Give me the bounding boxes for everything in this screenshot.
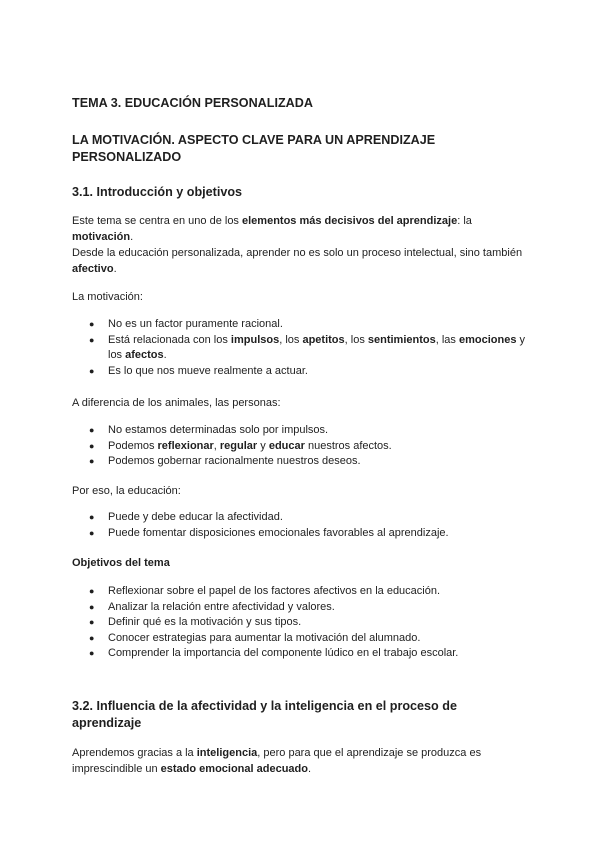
intro-paragraph	[72, 213, 542, 277]
bullet-icon: ●	[89, 512, 95, 522]
list-item: ● No es un factor puramente racional.	[72, 317, 542, 333]
bullet-icon: ●	[89, 617, 95, 628]
education-label: Por eso, la educación:	[72, 485, 181, 497]
list-item: ● Analizar la relación entre afectividad y valores.	[72, 600, 542, 616]
bullet-icon: ●	[89, 334, 95, 345]
bullet-icon: ●	[89, 586, 95, 596]
bullet-icon: ●	[89, 601, 95, 612]
motivation-label: La motivación:	[72, 291, 143, 303]
section-3-2-heading-line-1: 3.2. Influencia de la afectividad y la inteligencia en el proceso de	[72, 699, 457, 713]
document-title: TEMA 3. EDUCACIÓN PERSONALIZADA	[72, 96, 313, 110]
objectives-list	[72, 584, 542, 662]
subtitle-line-1: LA MOTIVACIÓN. ASPECTO CLAVE PARA UN APRENDIZAJE	[72, 133, 436, 147]
education-list	[72, 510, 542, 541]
bullet-icon: ●	[89, 456, 95, 467]
list-item: ● Podemos reflexionar, regular y educar nuestros afectos.	[72, 439, 542, 455]
bullet-icon: ●	[89, 365, 95, 376]
list-item: ● Reflexionar sobre el papel de los factores afectivos en la educación.	[72, 584, 542, 600]
objectives-heading: Objetivos del tema	[72, 557, 170, 569]
bullet-icon: ●	[89, 319, 95, 329]
bullet-icon: ●	[89, 648, 95, 659]
bullet-icon: ●	[89, 527, 95, 538]
intro-line-1: Este tema se centra en uno de los elementos más decisivos del aprendizaje: la	[72, 215, 472, 227]
list-item: ● Definir qué es la motivación y sus tipos.	[72, 615, 542, 631]
bullet-icon: ●	[89, 425, 95, 435]
list-item: ● Puede y debe educar la afectividad.	[72, 510, 542, 526]
list-item: ● Puede fomentar disposiciones emocionales favorables al aprendizaje.	[72, 526, 542, 542]
section-3-2-heading-line-2: aprendizaje	[72, 716, 142, 730]
list-item: ● Conocer estrategias para aumentar la motivación del alumnado.	[72, 631, 542, 647]
list-item: ● Podemos gobernar racionalmente nuestros deseos.	[72, 454, 542, 470]
list-item: ● No estamos determinadas solo por impulsos.	[72, 423, 542, 439]
bullet-icon: ●	[89, 440, 95, 451]
list-item: ● Está relacionada con los impulsos, los apetitos, los sentimientos, las emociones y los afectos.	[89, 333, 525, 362]
animals-label: A diferencia de los animales, las personas:	[72, 397, 281, 409]
section-3-1-heading: 3.1. Introducción y objetivos	[72, 185, 243, 199]
animals-list	[72, 423, 542, 470]
motivation-list	[72, 317, 542, 379]
document-subtitle	[72, 132, 542, 166]
list-item: ● Comprender la importancia del componente lúdico en el trabajo escolar.	[72, 646, 542, 662]
intro-line-3: Desde la educación personalizada, aprender no es solo un proceso intelectual, sino también afectivo.	[72, 247, 523, 275]
section-3-2-heading	[72, 698, 542, 732]
section-3-2-paragraph: Aprendemos gracias a la inteligencia, pero para que el aprendizaje se produzca es imprescindible un estado emocional adecuado.	[72, 747, 482, 775]
bullet-icon: ●	[89, 632, 95, 643]
intro-line-2: motivación.	[72, 231, 134, 243]
subtitle-line-2: PERSONALIZADO	[72, 150, 182, 164]
list-item: ● Es lo que nos mueve realmente a actuar.	[72, 364, 542, 380]
